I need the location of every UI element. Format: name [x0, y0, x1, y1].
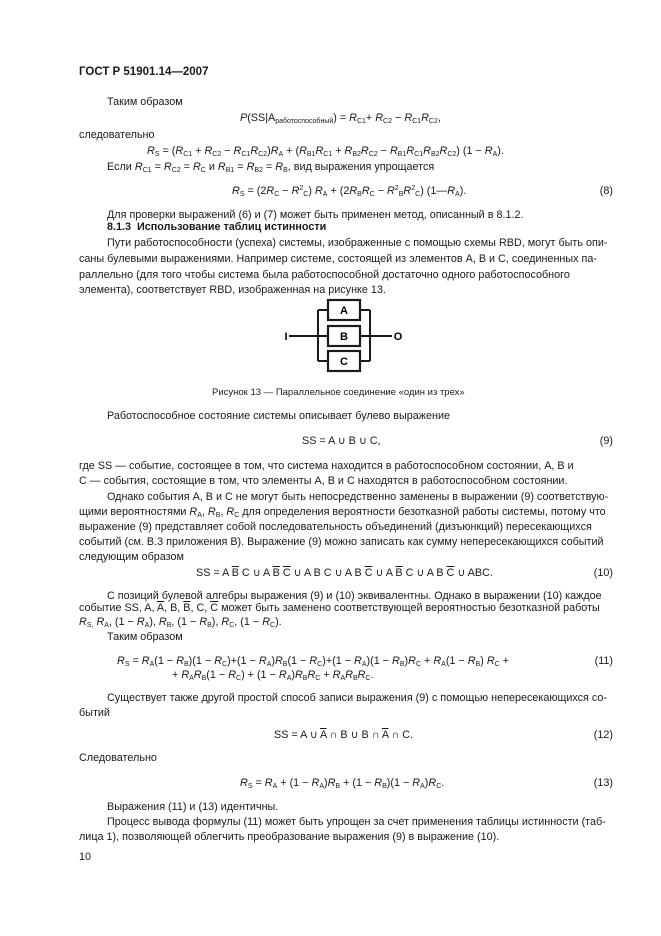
- document-header: ГОСТ Р 51901.14—2007: [79, 66, 209, 78]
- equation-number: (9): [599, 435, 613, 447]
- equation-8: $R_S = (2R_C - R^2_C) R_A + (2R_BR_C - R^2_BR^2_C)$ $(1—R_A)$.: [232, 185, 467, 198]
- text-fragment: , вид выражения упрощается: [287, 161, 435, 173]
- block-b-label: B: [340, 331, 348, 343]
- paragraph-line: Пути работоспособности (успеха) системы, изображенные с помощью схемы RBD, могут быть опи-: [107, 237, 608, 249]
- paragraph-line: щими вероятностями $R_A$, $R_B$, $R_C$ для определения вероятности безотказной работы системы, потому что: [79, 506, 606, 519]
- equation-number: (12): [593, 729, 613, 741]
- section-number: 8.1.3: [107, 221, 132, 233]
- equation-13: $R_S = R_A + (1 - R_A)R_B + (1 - R_B)(1 - R_A)R_C$.: [240, 777, 445, 790]
- paragraph-line: саны булевыми выражениями. Например системе, состоящей из элементов A, B и C, соединенных па-: [79, 253, 597, 265]
- text-fragment: для определения вероятности безотказной работы системы, потому что: [239, 506, 606, 518]
- equation-11-line1: $R_S = R_A(1 - R_B)(1 - R_C)+(1 - R_A)R_B(1 - R_C)+(1 - R_A)(1 - R_B)R_C + R_A(1 - R_B) R_C$ +: [117, 655, 509, 668]
- paragraph-line: Однако события A, B и C не могут быть непосредственно заменены в выражении (9) соответствую-: [107, 491, 609, 503]
- output-label: O: [393, 331, 403, 343]
- input-label: I: [284, 331, 288, 343]
- text-line: Таким образом: [107, 96, 183, 108]
- equation-rs-full: $R_S = (R_{C1} + R_{C2} - R_{C1}R_{C2})R_A + (R_{B1}R_{C1} + R_{B2}R_{C2} - R_{B1}R_{C1}R_{B2}R_{C2}) (1 - R_A)$.: [147, 145, 504, 158]
- text-line: Выражения (11) и (13) идентичны.: [107, 801, 279, 813]
- paragraph-line: С позиций булевой алгебры выражения (9) и (10) эквивалентны. Однако в выражении (10) каждое: [107, 590, 602, 602]
- paragraph-line: Существует также другой простой способ записи выражения (9) с помощью непересекающихся со-: [107, 692, 608, 704]
- equation-10: SS = A $\overline{B}$ C ∪ A $\overline{B}$ $\overline{C}$ ∪ A B C ∪ A B $\overline{C}$ ∪ A $\overline{B}$ C ∪ A B $\overline{C}$ ∪ ABC.: [196, 567, 493, 579]
- paragraph-line: Процесс вывода формулы (11) может быть упрощен за счет применения таблицы истинности (таб-: [107, 816, 606, 828]
- text-line: следовательно: [79, 129, 155, 141]
- equation-number: (8): [599, 185, 613, 197]
- paragraph-line: элемента), соответствует RBD, изображенная на рисунке 13.: [79, 284, 386, 296]
- equation-number: (11): [594, 655, 613, 667]
- text-line: Следовательно: [79, 752, 157, 764]
- section-title: Использование таблиц истинности: [137, 221, 327, 233]
- paragraph-line: C — события, состоящие в том, что элементы A, B и C находятся в работоспособном состоянии.: [79, 475, 568, 487]
- paragraph-line: следующим образом: [79, 551, 184, 563]
- block-a-label: A: [340, 305, 348, 317]
- text-line: Для проверки выражений (6) и (7) может быть применен метод, описанный в 8.1.2.: [107, 209, 524, 221]
- rbd-diagram: [280, 296, 420, 374]
- paragraph-line: где SS — событие, состоящее в том, что система находится в работоспособном состоянии, A, B и: [79, 460, 574, 472]
- equation-number: (10): [593, 567, 613, 579]
- block-c-label: C: [340, 356, 348, 368]
- equation-number: (13): [593, 777, 613, 789]
- equation-12: SS = A ∪ $\overline{A}$ ∩ B ∪ B ∩ $\overline{A}$ ∩ C.: [274, 729, 414, 741]
- figure-caption: Рисунок 13 — Параллельное соединение «один из трех»: [212, 387, 465, 398]
- paragraph-line: раллельно (для того чтобы система была работоспособной достаточно одного работоспособного: [79, 269, 570, 281]
- text-line-condition: Если $R_{C1} = R_{C2} = R_C$ и $R_{B1} = R_{B2} = R_B$, вид выражения упрощается: [107, 161, 435, 174]
- text-line: Работоспособное состояние системы описывает булево выражение: [107, 410, 451, 422]
- paragraph-line: бытий: [79, 707, 110, 719]
- text-line: Таким образом: [107, 631, 183, 643]
- equation-conditional-probability: $P(SS|A_{работоспособный}) = R_{C1}+ R_{C2} - R_{C1}R_{C2}$,: [240, 112, 441, 125]
- page-number: 10: [79, 851, 92, 863]
- paragraph-line: событий (см. B.3 приложения B). Выражение (9) можно записать как сумму непересекающихся событий: [79, 536, 604, 548]
- text-fragment: щими вероятностями: [79, 506, 187, 518]
- paragraph-line: $R_{S,}$ $R_A$, $(1 - R_A)$, $R_B$, $(1 - R_B)$, $R_C$, $(1 - R_C)$.: [79, 616, 282, 629]
- paragraph-line: выражение (9) представляет собой последовательность объединений (дизъюнкций) пересекающихся: [79, 521, 592, 533]
- text-fragment: Если: [107, 161, 132, 173]
- paragraph-line: событие SS, A, $\overline{A}$, B, $\overline{B}$, C, $\overline{C}$ может быть заменено соответствующей вероятностью безотказной работы: [79, 602, 600, 614]
- equation-11-line2: + $R_AR_B(1 - R_C) + (1 - R_A)R_BR_C + R_AR_BR_C$.: [172, 669, 374, 682]
- equation-9: SS = A ∪ B ∪ C,: [302, 435, 381, 447]
- paragraph-line: лица 1), позволяющей облегчить преобразование выражения (9) в выражение (10).: [79, 831, 500, 843]
- section-heading: [107, 220, 326, 235]
